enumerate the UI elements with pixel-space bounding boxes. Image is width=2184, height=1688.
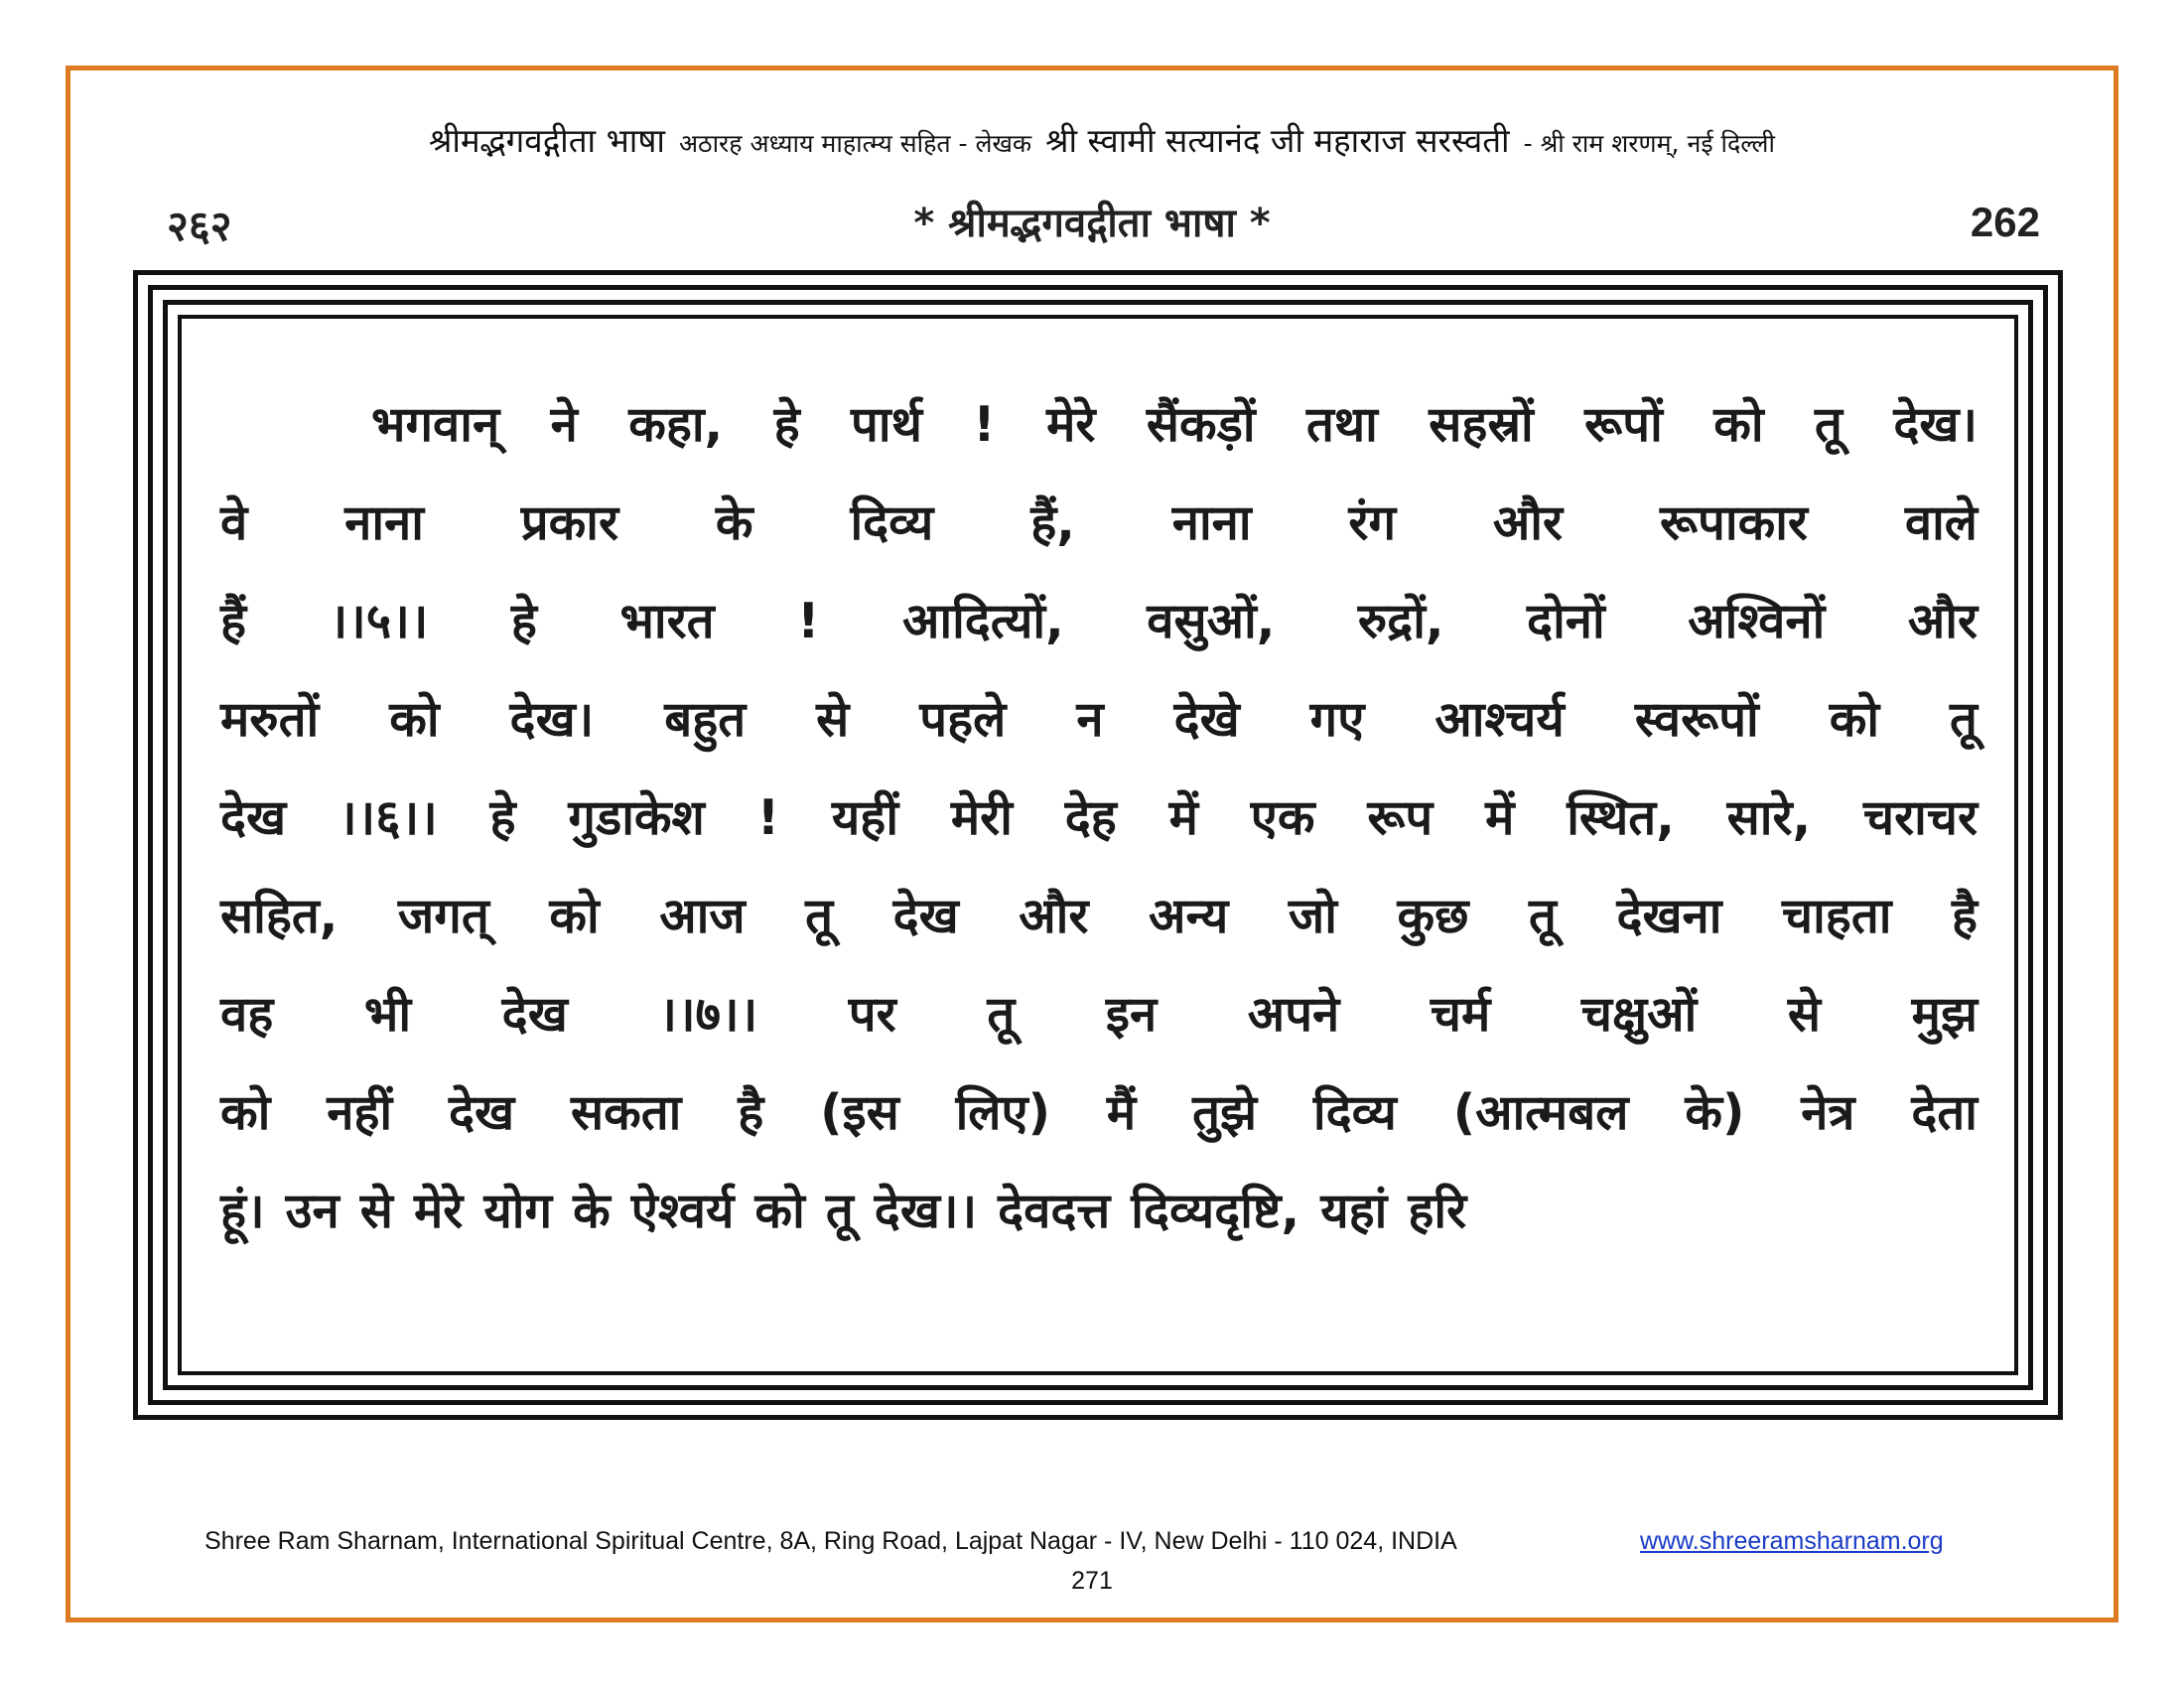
website-link[interactable]: www.shreeramsharnam.org: [1640, 1527, 1944, 1555]
page-number-latin: 262: [1970, 199, 2040, 245]
verse-line: सहित, जगत् को आज तू देख और अन्य जो कुछ तू देखना चाहता है: [220, 888, 1978, 944]
book-author: श्री स्वामी सत्यानंद जी महाराज सरस्वती: [1045, 121, 1510, 160]
verse-line: भगवान् ने कहा, हे पार्थ ! मेरे सैंकड़ों तथा सहस्रों रूपों को तू देख।: [371, 396, 1978, 453]
verse-line: हूं। उन से मेरे योग के ऐश्वर्य को तू देख।। देवदत्त दिव्यदृष्टि, यहां हरि: [220, 1183, 1467, 1239]
verse-line: को नहीं देख सकता है (इस लिए) मैं तुझे दिव्य (आत्मबल के) नेत्र देता: [220, 1084, 1978, 1141]
verse-line: वह भी देख ।।७।। पर तू इन अपने चर्म चक्षुओं से मुझ: [220, 986, 1978, 1043]
book-publisher: - श्री राम शरणम्, नई दिल्ली: [1523, 129, 1775, 158]
footer-address: Shree Ram Sharnam, International Spiritual Centre, 8A, Ring Road, Lajpat Nagar - IV, New Delhi - 110 024, INDIA: [205, 1527, 1457, 1555]
verse-line: देख ।।६।। हे गुडाकेश ! यहीं मेरी देह में एक रूप में स्थित, सारे, चराचर: [220, 789, 1978, 846]
pdf-page-number: 271: [1071, 1567, 1113, 1595]
book-header: [139, 117, 2065, 169]
page-number-devanagari: २६२: [167, 202, 232, 250]
running-title: * श्रीमद्भगवद्गीता भाषा *: [913, 201, 1271, 246]
verse-line: मरुतों को देख। बहुत से पहले न देखे गए आश्चर्य स्वरूपों को तू: [220, 691, 1978, 748]
verse-line: वे नाना प्रकार के दिव्य हैं, नाना रंग और रूपाकार वाले: [220, 494, 1978, 551]
verse-text: [220, 375, 1978, 1260]
verse-line: हैं ।।५।। हे भारत ! आदित्यों, वसुओं, रुद्रों, दोनों अश्विनों और: [220, 593, 1978, 649]
book-title: श्रीमद्भगवद्गीता भाषा: [428, 121, 665, 160]
book-subtitle: अठारह अध्याय माहात्म्य सहित - लेखक: [678, 129, 1032, 158]
